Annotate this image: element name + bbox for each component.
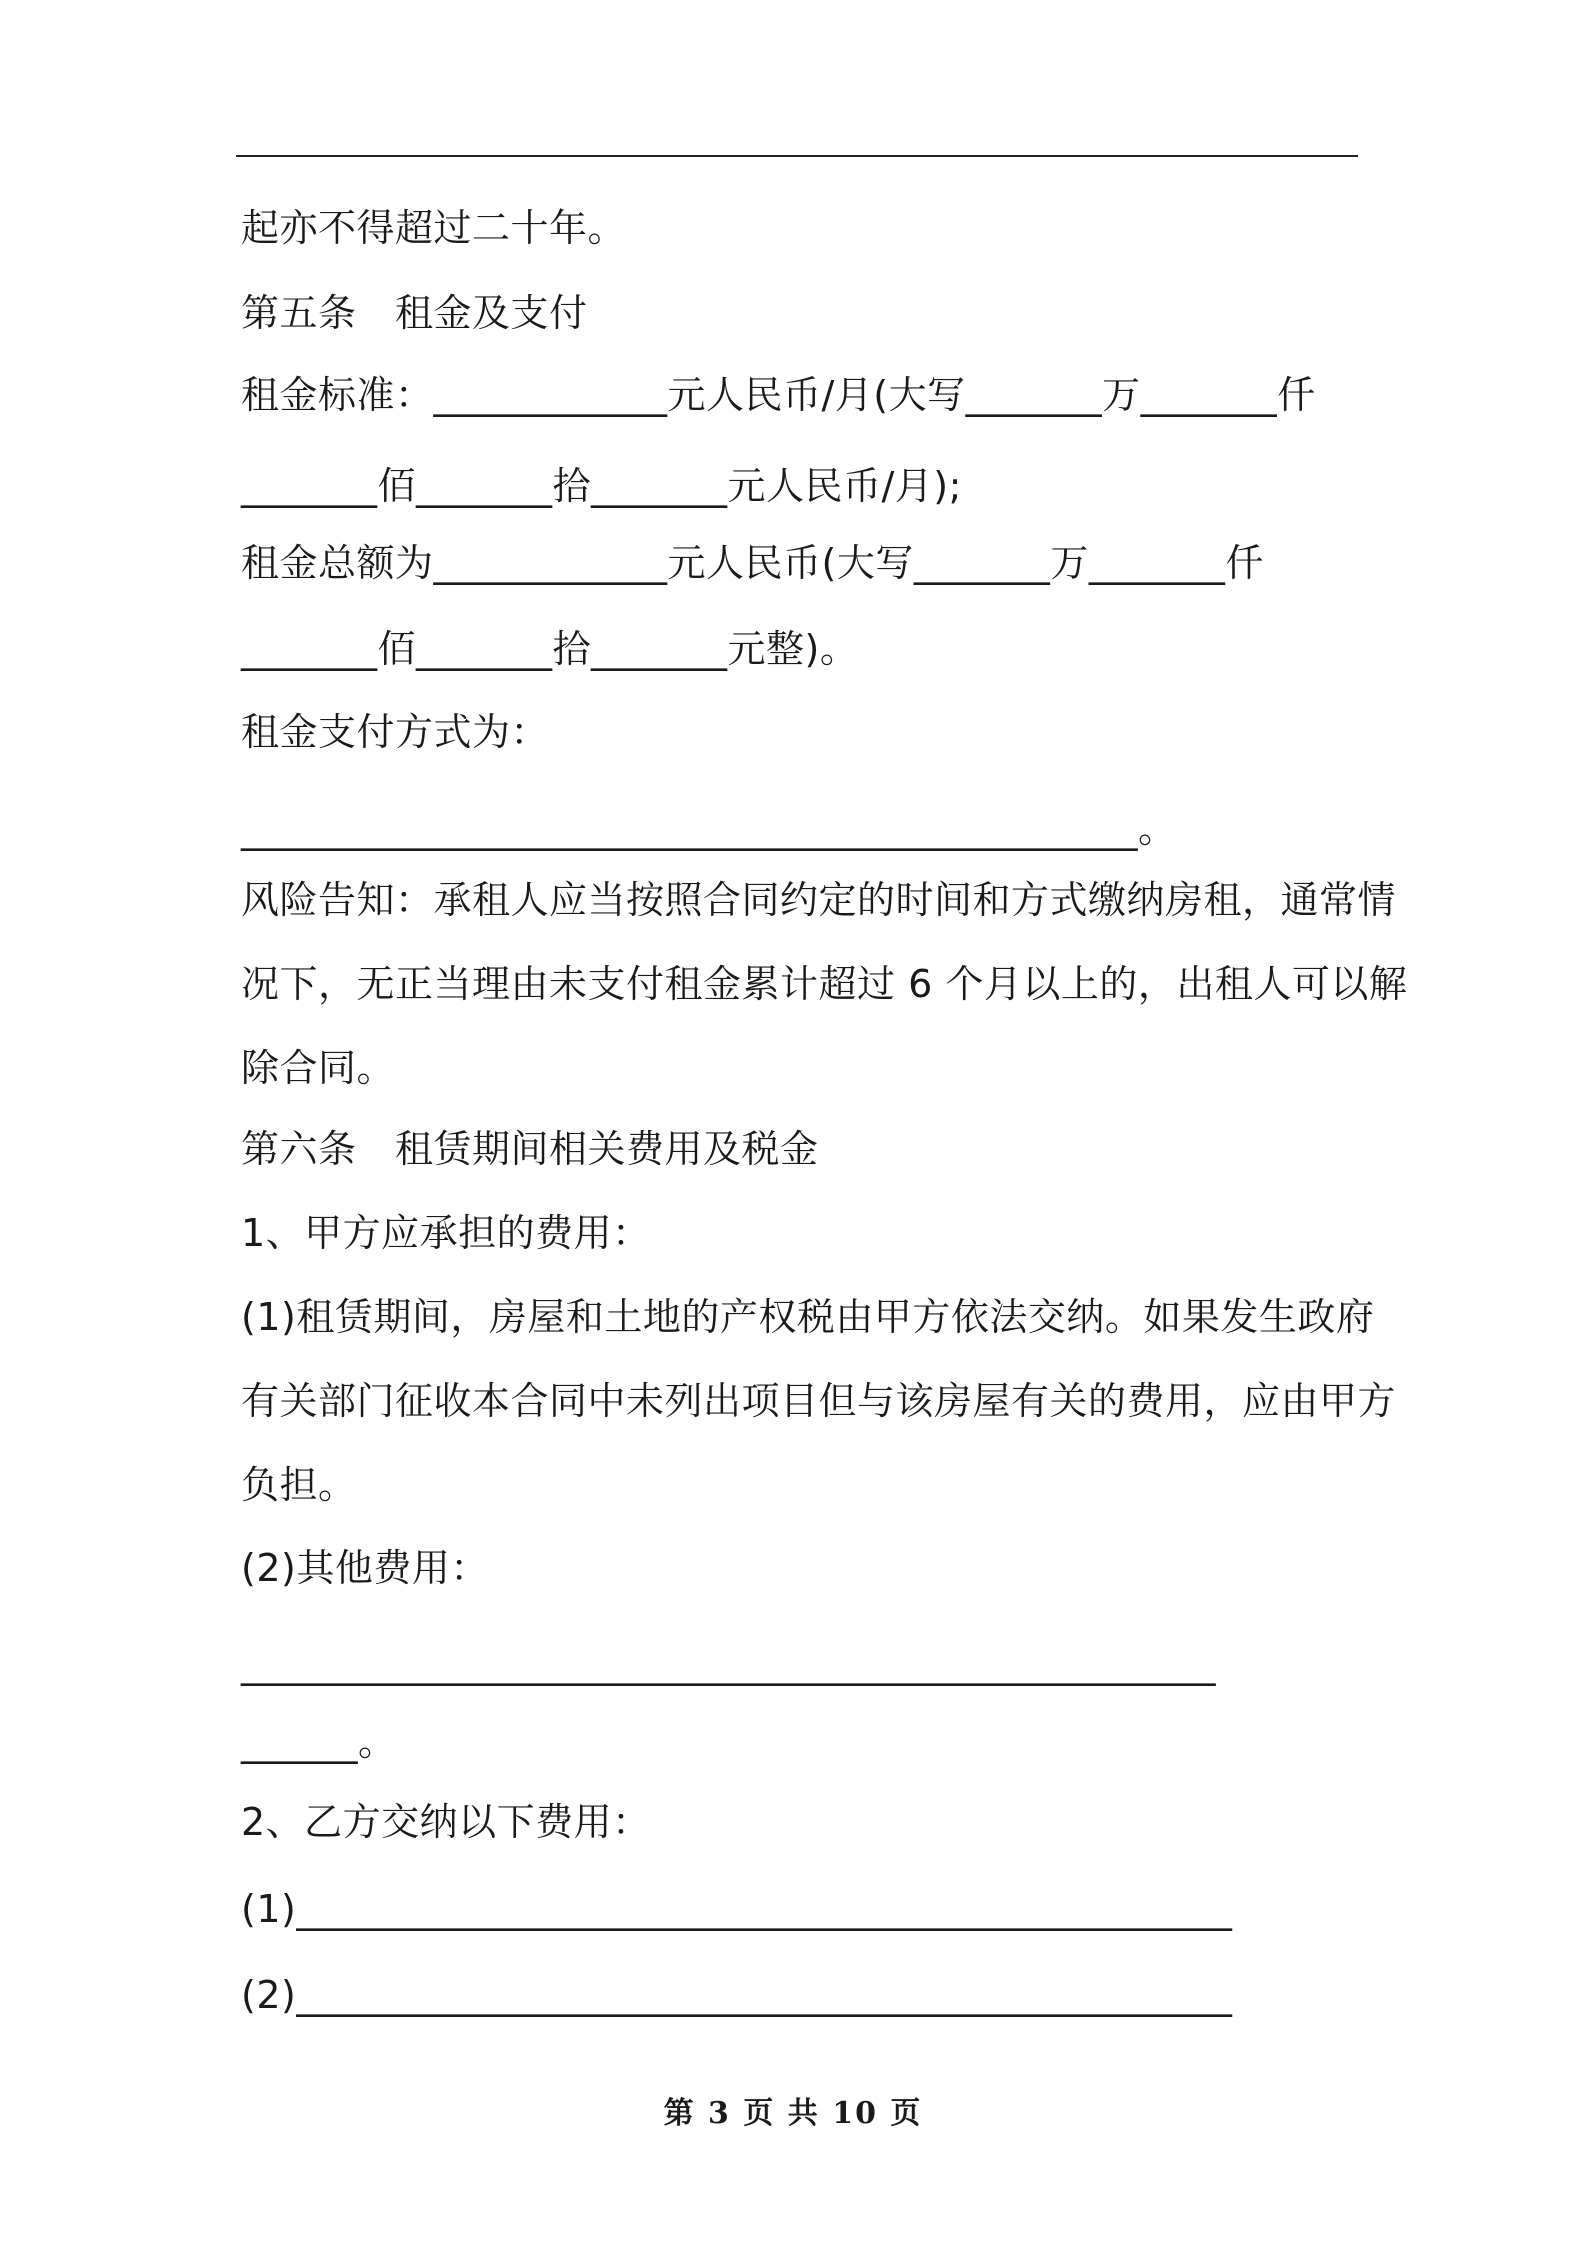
rent-total-line: 租金总额为____________元人民币(大写_______万_______仟 (241, 541, 1264, 585)
rent-standard-continued: _______佰_______拾_______元人民币/月); (241, 464, 962, 508)
party-a-fee-1-line-2: 有关部门征收本合同中未列出项目但与该房屋有关的费用，应由甲方 (241, 1379, 1397, 1423)
risk-notice-line-1: 风险告知：承租人应当按照合同约定的时间和方式缴纳房租，通常情 (241, 878, 1397, 922)
party-b-fee-2: (2)________________________________________________ (241, 1973, 1233, 2017)
party-a-fee-2-blank-end: ______。 (241, 1720, 397, 1764)
payment-method-blank: ______________________________________________。 (241, 807, 1177, 851)
party-a-fee-2-blank: __________________________________________________ (241, 1642, 1216, 1686)
risk-notice-line-3: 除合同。 (241, 1046, 396, 1090)
article-6-heading: 第六条 租赁期间相关费用及税金 (241, 1127, 819, 1171)
party-a-fee-2-label: (2)其他费用： (241, 1546, 489, 1590)
rent-standard-line: 租金标准：____________元人民币/月(大写_______万_______仟 (241, 373, 1316, 417)
party-a-fee-1-line-1: (1)租赁期间，房屋和土地的产权税由甲方依法交纳。如果发生政府 (241, 1295, 1375, 1339)
party-b-fees-heading: 2、乙方交纳以下费用： (241, 1800, 651, 1844)
header-rule (236, 155, 1358, 157)
risk-notice-line-2: 况下，无正当理由未支付租金累计超过 6 个月以上的，出租人可以解 (241, 962, 1408, 1006)
payment-method-label: 租金支付方式为： (241, 710, 550, 754)
rent-total-continued: _______佰_______拾_______元整)。 (241, 627, 859, 671)
text-line-1: 起亦不得超过二十年。 (241, 206, 627, 250)
party-a-fees-heading: 1、甲方应承担的费用： (241, 1211, 651, 1255)
party-a-fee-1-line-3: 负担。 (241, 1463, 357, 1507)
page-number: 第 3 页 共 10 页 (663, 2096, 923, 2131)
article-5-heading: 第五条 租金及支付 (241, 291, 588, 335)
party-b-fee-1: (1)________________________________________________ (241, 1887, 1233, 1931)
